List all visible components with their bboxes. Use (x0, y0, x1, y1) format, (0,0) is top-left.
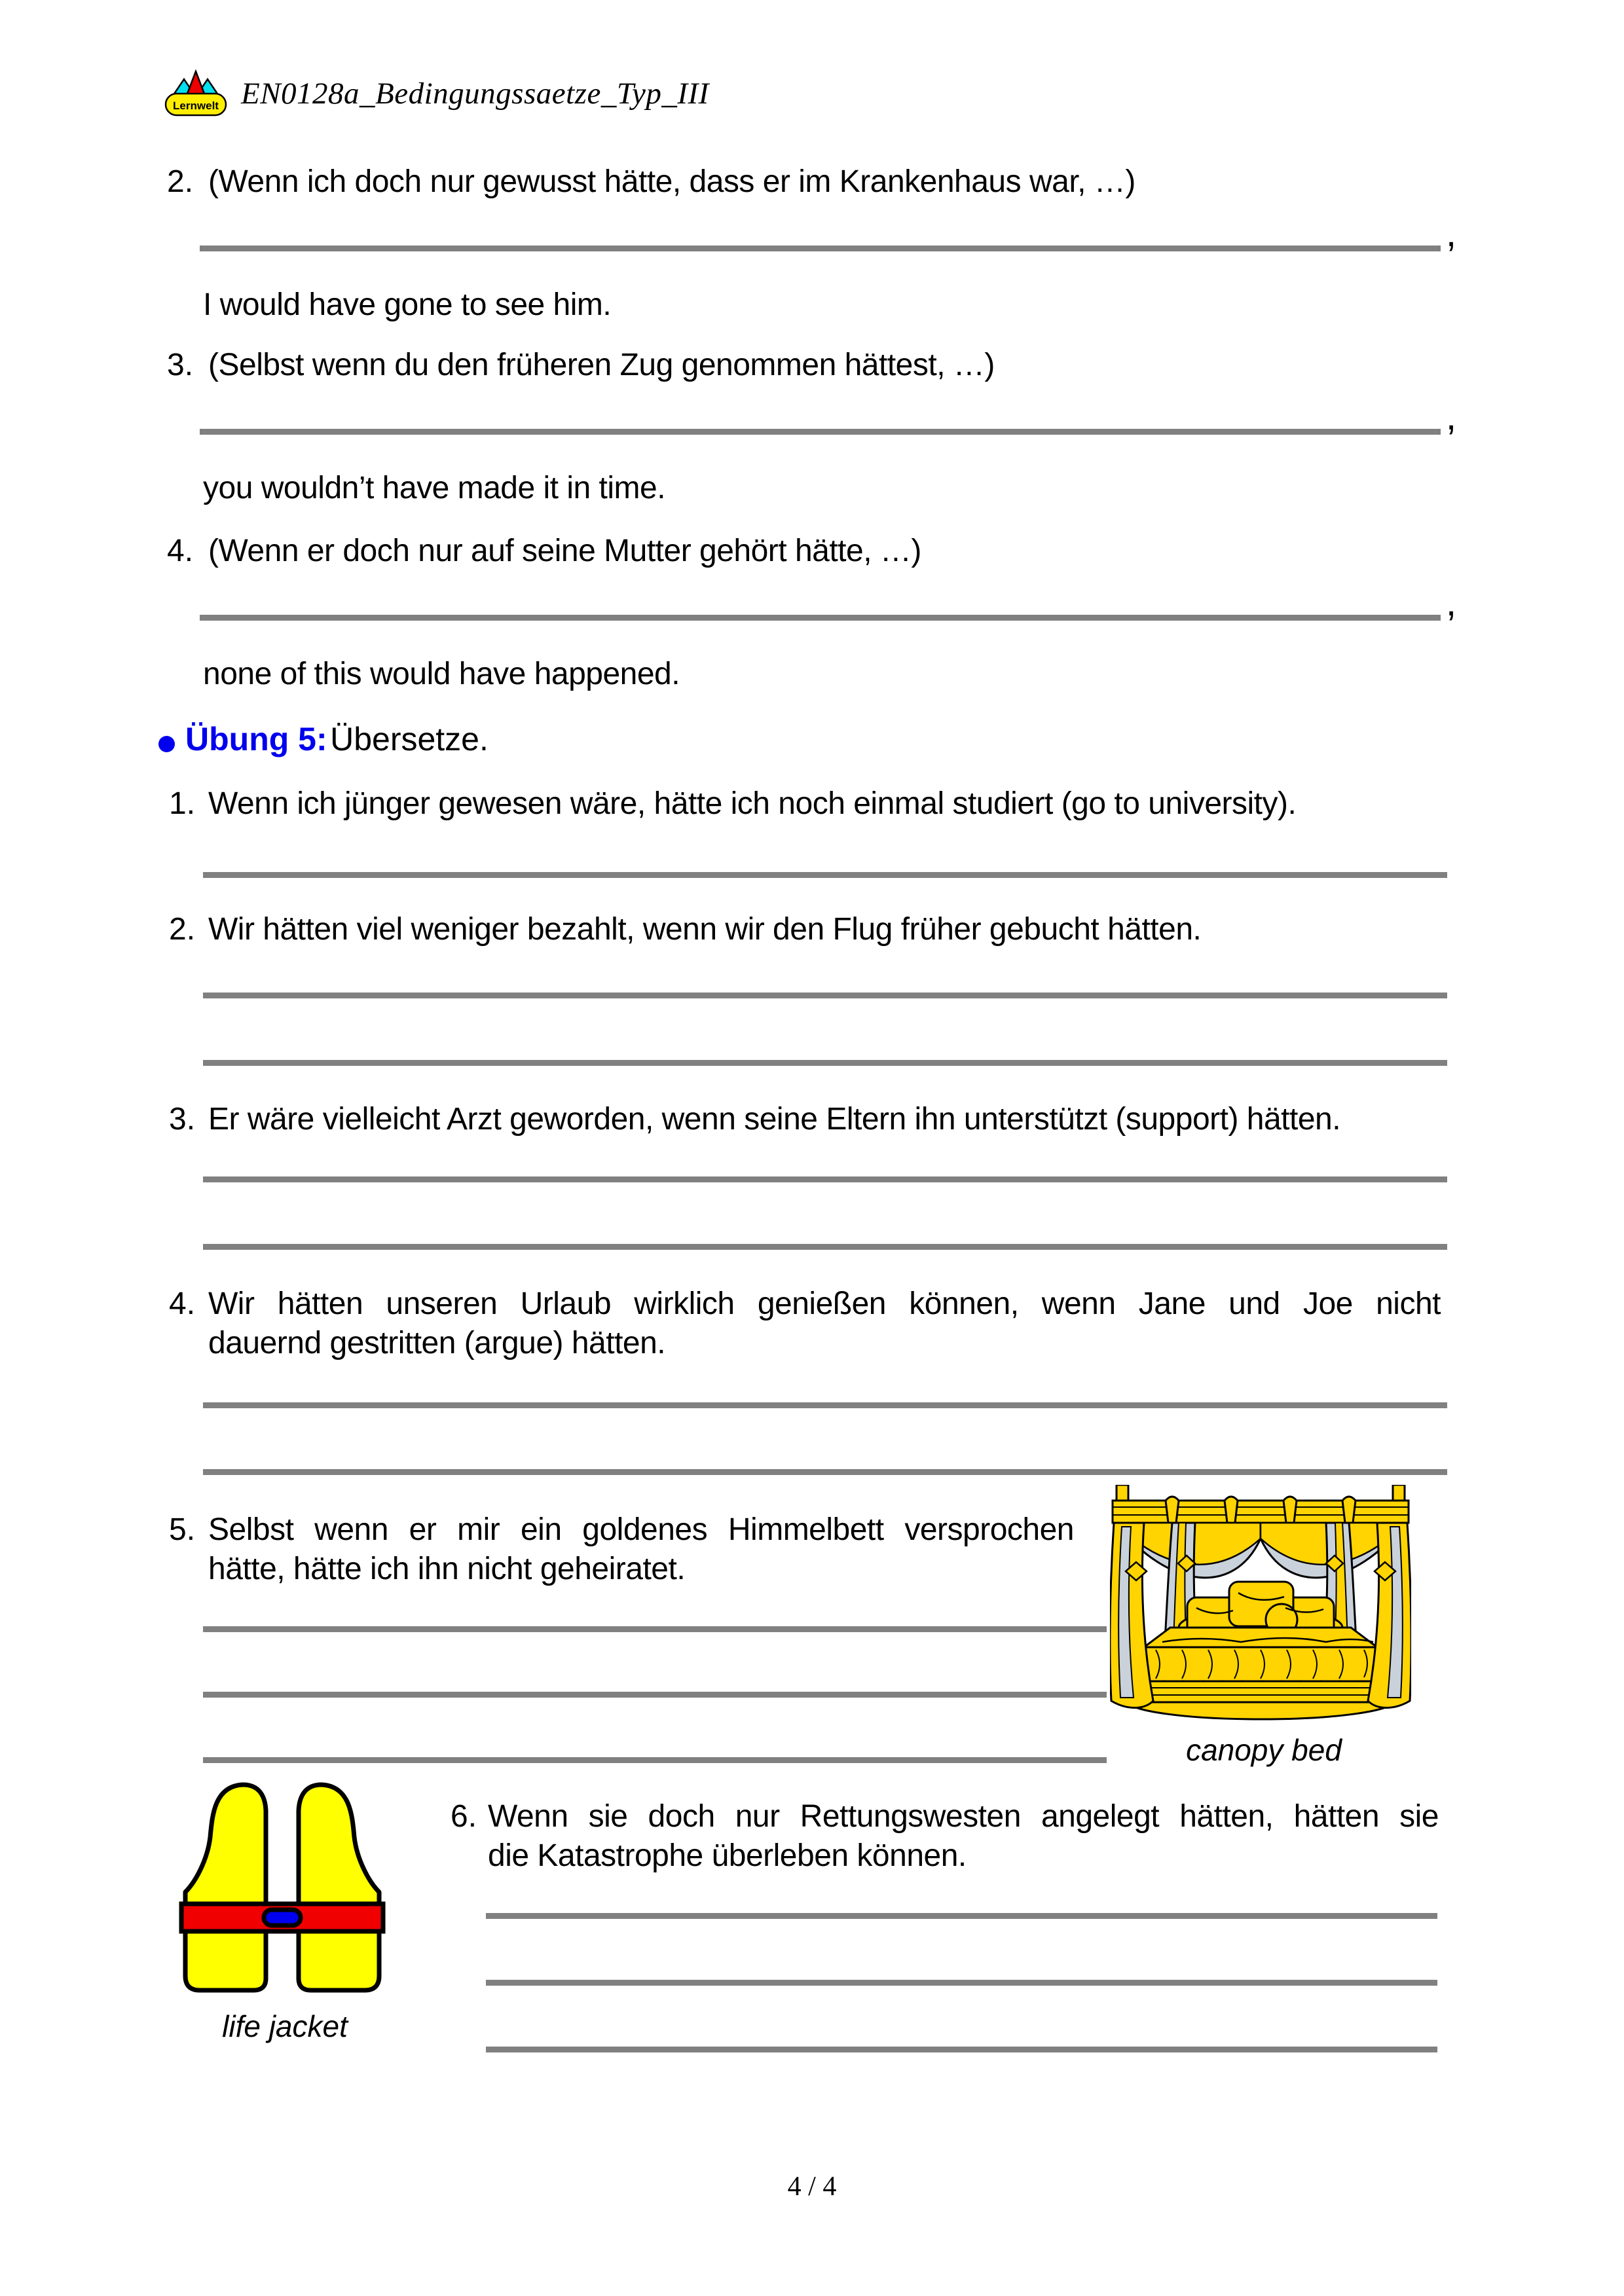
logo-text: Lernwelt (173, 100, 219, 112)
life-jacket-caption: life jacket (222, 2009, 348, 2043)
answer-blank-line (486, 1913, 1437, 1919)
trailing-comma: , (1446, 212, 1457, 255)
item-completion: you wouldn’t have made it in time. (203, 471, 666, 505)
exercise-heading (185, 720, 489, 758)
answer-blank-line (203, 1402, 1447, 1408)
life-jacket-image (174, 1779, 391, 2002)
exercise-sentence-line1: Wir hätten unseren Urlaub wirklich genießen können, wenn Jane und Joe nicht (208, 1286, 1441, 1321)
answer-blank-line (203, 1757, 1107, 1763)
exercise-sentence-line1: Wenn sie doch nur Rettungswesten angelegt hätten, hätten sie (488, 1799, 1439, 1834)
page-number: 4 / 4 (787, 2172, 837, 2202)
answer-blank-line (203, 1626, 1107, 1632)
canopy-bed-image (1110, 1485, 1411, 1726)
item-number: 6. (451, 1799, 477, 1834)
answer-blank-line (203, 1244, 1447, 1250)
item-completion: none of this would have happened. (203, 657, 680, 691)
trailing-comma: , (1446, 395, 1457, 438)
trailing-comma: , (1446, 581, 1457, 624)
exercise-sentence-line2: die Katastrophe überleben können. (488, 1838, 967, 1873)
answer-blank-line (200, 615, 1441, 621)
canopy-bed-icon (1110, 1485, 1411, 1726)
answer-blank-line (203, 872, 1447, 878)
item-prompt: (Selbst wenn du den früheren Zug genommen hättest, …) (208, 348, 995, 382)
item-number: 3. (167, 348, 194, 382)
item-number: 5. (169, 1512, 196, 1547)
exercise-sentence: Er wäre vielleicht Arzt geworden, wenn seine Eltern ihn unterstützt (support) hätten. (208, 1102, 1341, 1137)
answer-blank-line (486, 1980, 1437, 1986)
item-number: 1. (169, 786, 196, 821)
answer-blank-line (486, 2047, 1437, 2052)
exercise-sentence-line2: hätte, hätte ich ihn nicht geheiratet. (208, 1552, 686, 1586)
item-completion: I would have gone to see him. (203, 287, 612, 322)
answer-blank-line (200, 429, 1441, 435)
item-number: 2. (169, 912, 196, 947)
lernwelt-logo (164, 67, 228, 117)
exercise-sentence-line1: Selbst wenn er mir ein goldenes Himmelbett versprochen (208, 1512, 1074, 1547)
canopy-bed-caption: canopy bed (1186, 1733, 1342, 1767)
exercise-heading-instruction: Übersetze. (330, 721, 489, 757)
answer-blank-line (203, 1176, 1447, 1182)
life-jacket-icon (174, 1779, 391, 2002)
item-number: 4. (169, 1286, 196, 1321)
exercise-heading-label: Übung 5: (185, 721, 327, 757)
exercise-sentence: Wenn ich jünger gewesen wäre, hätte ich noch einmal studiert (go to university). (208, 786, 1297, 821)
answer-blank-line (203, 1692, 1107, 1698)
answer-blank-line (203, 1060, 1447, 1066)
item-prompt: (Wenn er doch nur auf seine Mutter gehört hätte, …) (208, 534, 921, 568)
item-number: 2. (167, 164, 194, 199)
lernwelt-logo-icon (164, 67, 228, 117)
exercise-sentence: Wir hätten viel weniger bezahlt, wenn wir den Flug früher gebucht hätten. (208, 912, 1202, 947)
answer-blank-line (203, 1469, 1447, 1475)
item-number: 3. (169, 1102, 196, 1137)
answer-blank-line (200, 246, 1441, 251)
answer-blank-line (203, 993, 1447, 998)
item-number: 4. (167, 534, 194, 568)
document-title: EN0128a_Bedingungssaetze_Typ_III (241, 77, 709, 111)
bullet-icon (158, 736, 175, 752)
exercise-sentence-line2: dauernd gestritten (argue) hätten. (208, 1326, 666, 1360)
item-prompt: (Wenn ich doch nur gewusst hätte, dass er im Krankenhaus war, …) (208, 164, 1135, 199)
